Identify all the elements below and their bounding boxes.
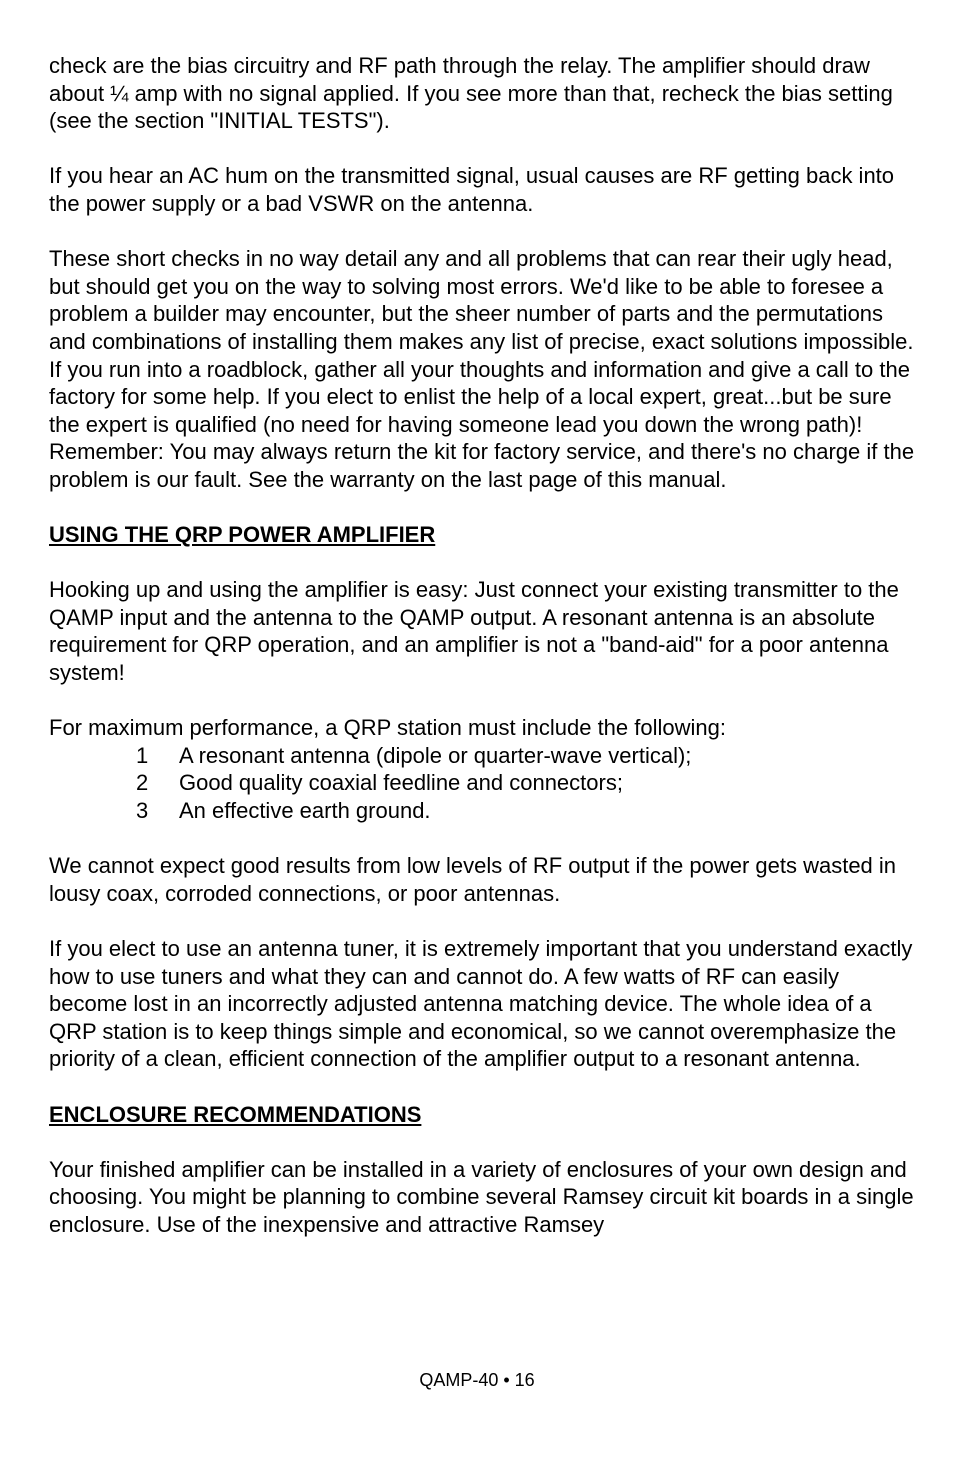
page-footer: QAMP-40 • 16 xyxy=(419,1370,535,1390)
list-item-text: A resonant antenna (dipole or quarter-wave vertical); xyxy=(179,742,692,768)
paragraph-bias-check: check are the bias circuitry and RF path through the relay. The amplifier should draw about ¼ amp with no signal applied. If you see more than that, recheck the bias setting (see the section "INITIAL TESTS"). xyxy=(49,53,893,134)
page-body xyxy=(49,52,919,1266)
paragraph-hooking-up: Hooking up and using the amplifier is easy: Just connect your existing transmitter to the QAMP input and the antenna to the QAMP output. A resonant antenna is an absolute requirement for QRP operation, and an amplifier is not a "band-aid" for a poor antenna system! xyxy=(49,577,899,686)
list-item-number: 1 xyxy=(136,742,149,768)
paragraph-rf-output: We cannot expect good results from low levels of RF output if the power gets wasted in lousy coax, corroded connections, or poor antennas. xyxy=(49,853,897,906)
list-item xyxy=(49,769,919,797)
paragraph-ac-hum: If you hear an AC hum on the transmitted signal, usual causes are RF getting back into the power supply or a bad VSWR on the antenna. xyxy=(49,163,895,216)
list-item xyxy=(49,742,919,770)
paragraph-short-checks: These short checks in no way detail any and all problems that can rear their ugly head, but should get you on the way to solving most errors. We'd like to be able to foresee a problem a builder may encounter, but the sheer number of parts and the permutations and combinations of installing them makes any list of precise, exact solutions impossible. If you run into a roadblock, gather all your thoughts and information and give a call to the factory for some help. If you elect to enlist the help of a local expert, great...but be sure the expert is qualified (no need for having someone lead you down the wrong path)! Remember: You may always return the kit for factory service, and there's no charge if the problem is our fault. See the warranty on the last page of this manual. xyxy=(49,246,915,492)
list-item-number: 2 xyxy=(136,770,149,796)
list-item-text: Good quality coaxial feedline and connectors; xyxy=(179,770,623,796)
heading-enclosure: ENCLOSURE RECOMMENDATIONS xyxy=(49,1101,422,1127)
list-item xyxy=(49,797,919,825)
heading-using-amplifier: USING THE QRP POWER AMPLIFIER xyxy=(49,522,436,548)
list-item-number: 3 xyxy=(136,798,149,824)
paragraph-enclosure: Your finished amplifier can be installed in a variety of enclosures of your own design and choosing. You might be planning to combine several Ramsey circuit kit boards in a single enclosure. Use of the inexpensive and attractive Ramsey xyxy=(49,1156,914,1237)
requirements-list xyxy=(49,742,919,825)
paragraph-antenna-tuner: If you elect to use an antenna tuner, it is extremely important that you understand exactly how to use tuners and what they can and cannot do. A few watts of RF can easily become lost in an incorrectly adjusted antenna matching device. The whole idea of a QRP station is to keep things simple and economical, so we cannot overemphasize the priority of a clean, efficient connection of the amplifier output to a resonant antenna. xyxy=(49,936,913,1072)
list-item-text: An effective earth ground. xyxy=(179,798,431,824)
paragraph-max-performance: For maximum performance, a QRP station must include the following: xyxy=(49,715,726,741)
